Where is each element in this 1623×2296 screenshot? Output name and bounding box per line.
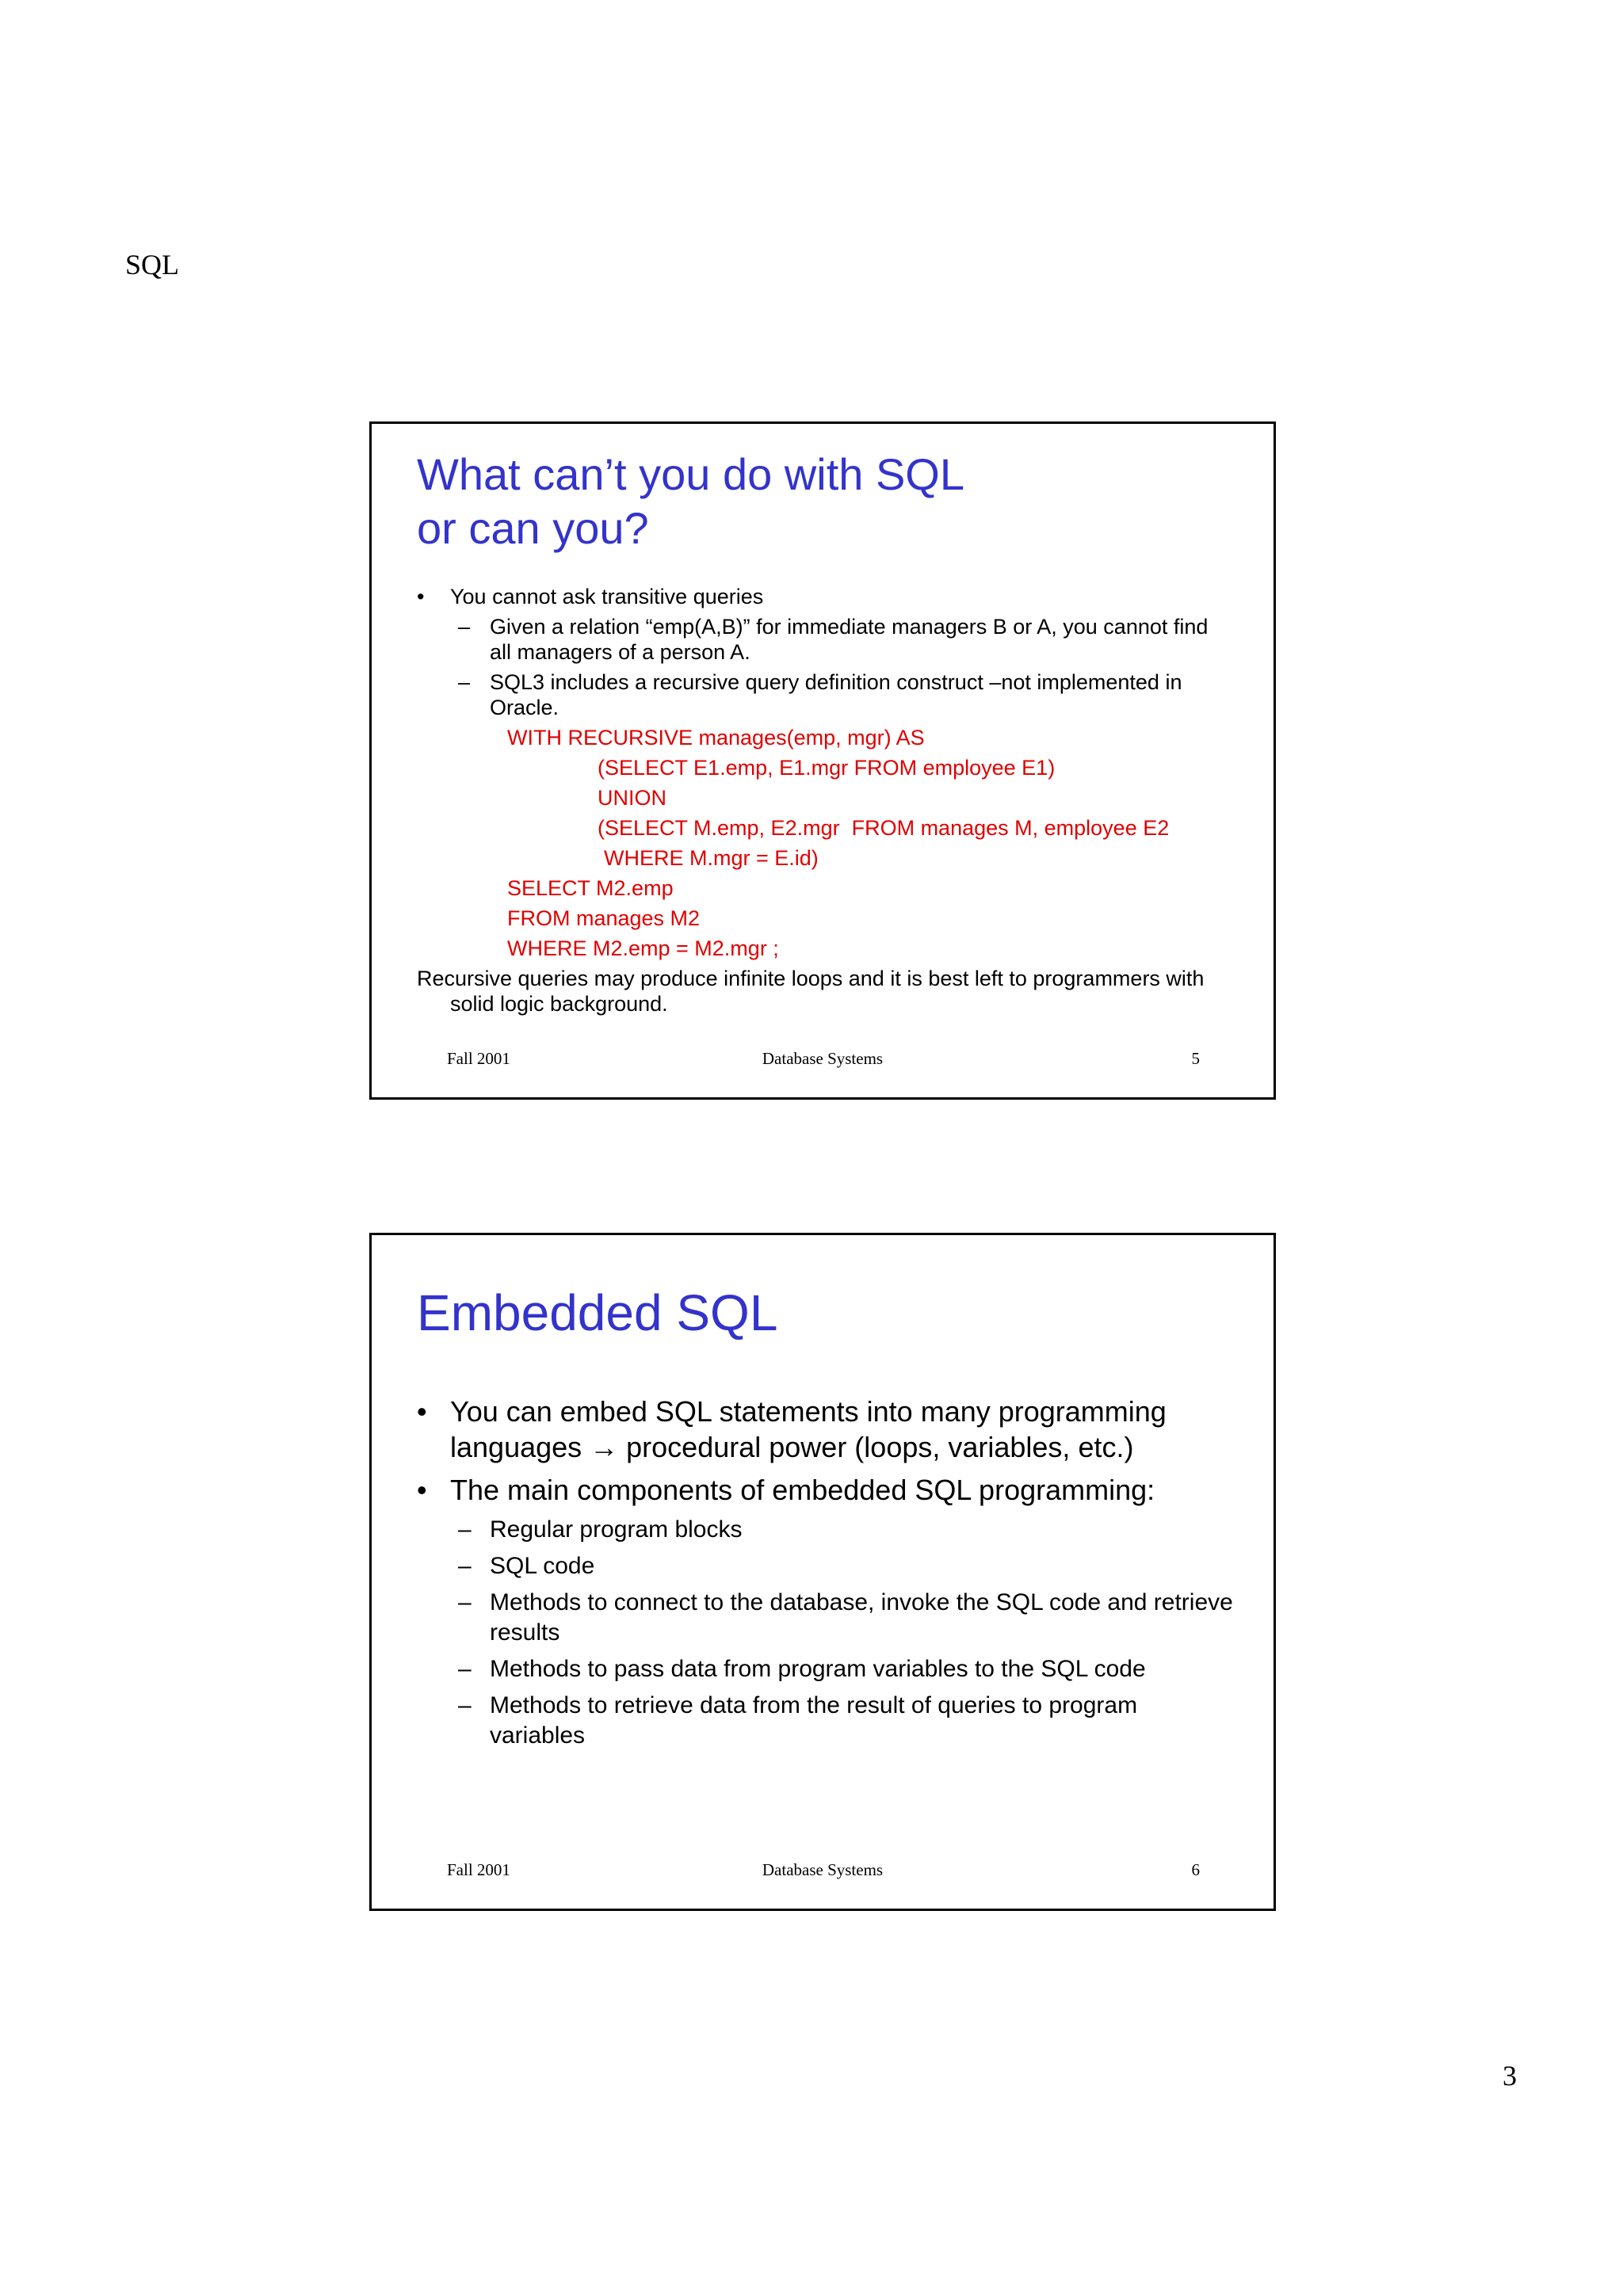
code-line: (SELECT M.emp, E2.mgr FROM manages M, employee E2 (598, 816, 1170, 840)
dash-marker: – (458, 1692, 472, 1718)
footer-date: Fall 2001 (447, 1049, 510, 1068)
dash-marker: – (458, 1516, 472, 1543)
dash-marker: – (458, 1553, 472, 1579)
sub-text: SQL code (490, 1553, 595, 1579)
page-number: 3 (1503, 2060, 1517, 2092)
slide-title-line: What can’t you do with SQL (417, 449, 965, 499)
bullet-text: The main components of embedded SQL programming: (450, 1474, 1155, 1506)
code-line: WITH RECURSIVE manages(emp, mgr) AS (507, 726, 925, 749)
dash-marker: – (458, 1589, 472, 1615)
footer-slide-number: 6 (1191, 1860, 1200, 1879)
code-line: WHERE M.mgr = E.id) (604, 846, 819, 870)
bullet-marker: • (417, 585, 425, 608)
dash-marker: – (458, 615, 471, 639)
slide-5 (369, 421, 1276, 1100)
slide-content (417, 584, 1234, 1016)
sub-item (417, 1551, 1234, 1581)
code-line: FROM manages M2 (507, 906, 701, 930)
slide-title: Embedded SQL (417, 1284, 778, 1341)
footer-course: Database Systems (762, 1860, 884, 1879)
sub-text: Methods to pass data from program variables to the SQL code (490, 1656, 1146, 1682)
slide-content (417, 1394, 1234, 1757)
footer-slide-number: 5 (1191, 1049, 1200, 1068)
bullet-marker: • (417, 1395, 427, 1428)
sub-item (417, 1654, 1234, 1684)
code-line: WHERE M2.emp = M2.mgr ; (507, 936, 779, 960)
page-header: SQL (125, 249, 180, 280)
bullet-text: You cannot ask transitive queries (450, 585, 764, 608)
sub-item (417, 1515, 1234, 1545)
code-line: SELECT M2.emp (507, 876, 674, 900)
sub-item (417, 1691, 1234, 1751)
bullet-text: You can embed SQL statements into many programming languages → procedural power (loops, variables, etc.) (450, 1395, 1167, 1463)
footer-date: Fall 2001 (447, 1860, 510, 1879)
footer-course: Database Systems (762, 1049, 884, 1068)
code-line: UNION (598, 786, 666, 810)
dash-marker: – (458, 670, 471, 694)
sub-text: SQL3 includes a recursive query definition construct –not implemented in Oracle. (490, 670, 1182, 719)
bullet-item (417, 1472, 1234, 1508)
sub-text: Methods to retrieve data from the result of queries to program variables (490, 1692, 1138, 1749)
slide-footer (372, 1047, 1274, 1070)
sub-item (417, 669, 1234, 720)
dash-marker: – (458, 1656, 472, 1682)
sub-item (417, 614, 1234, 665)
sub-text: Methods to connect to the database, invoke the SQL code and retrieve results (490, 1589, 1233, 1646)
code-line: (SELECT E1.emp, E1.mgr FROM employee E1) (598, 756, 1056, 780)
sub-text: Regular program blocks (490, 1516, 743, 1543)
sub-text: Given a relation “emp(A,B)” for immediate managers B or A, you cannot find all managers of a person A. (490, 615, 1209, 664)
sub-item (417, 1588, 1234, 1648)
slide-footer (372, 1858, 1274, 1882)
closing-note: Recursive queries may produce infinite loops and it is best left to programmers with solid logic background. (417, 967, 1205, 1016)
bullet-marker: • (417, 1474, 427, 1506)
slide-title (417, 448, 964, 555)
slide-title-line: or can you? (417, 503, 649, 553)
bullet-item (417, 1394, 1234, 1465)
bullet-item (417, 584, 1234, 609)
slide-6 (369, 1233, 1276, 1911)
